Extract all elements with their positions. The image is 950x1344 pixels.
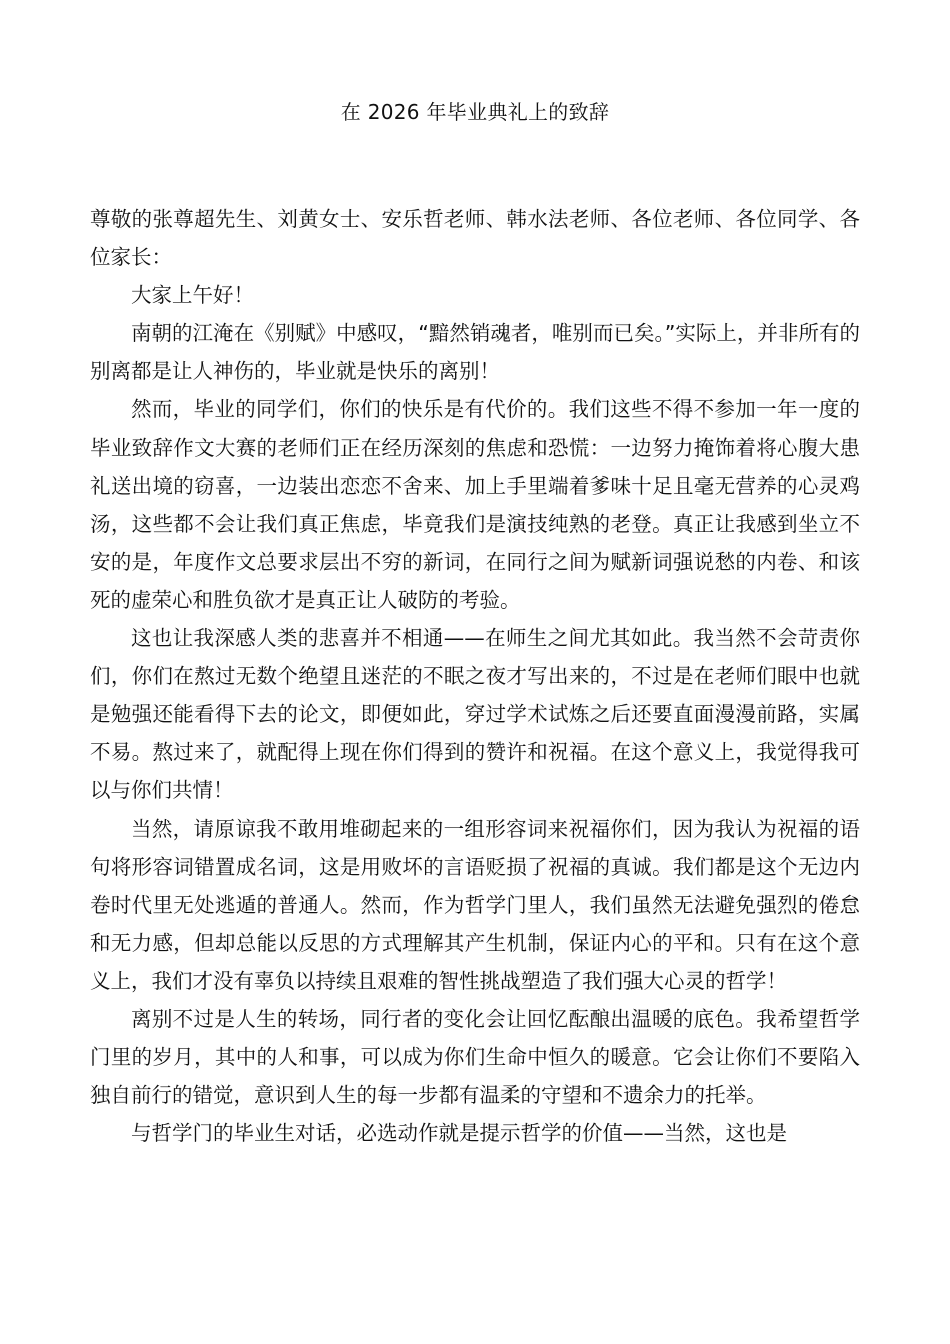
salutation: 尊敬的张尊超先生、刘黄女士、安乐哲老师、韩水法老师、各位老师、各位同学、各位家长： — [90, 207, 860, 270]
paragraph-greeting: 大家上午好！ — [131, 283, 254, 308]
paragraph-value: 与哲学门的毕业生对话，必选动作就是提示哲学的价值——当然，这也是 — [131, 1121, 787, 1146]
paragraph-empathy: 这也让我深感人类的悲喜并不相通——在师生之间尤其如此。我当然不会苛责你们，你们在熬过无数个绝望且迷茫的不眠之夜才写出来的，不过是在老师们眼中也就是勉强还能看得下去的论文，即便如此，穿过学术试炼之后还要直面漫漫前路，实属不易。熬过来了，就配得上现在你们得到的赞许和祝福。在这个意义上，我觉得我可以与你们共情！ — [90, 626, 860, 803]
paragraph-philosophy: 当然，请原谅我不敢用堆砌起来的一组形容词来祝福你们，因为我认为祝福的语句将形容词错置成名词，这是用败坏的言语贬损了祝福的真诚。我们都是这个无边内卷时代里无处逃遁的普通人。然而，作为哲学门里人，我们虽然无法避免强烈的倦怠和无力感，但却总能以反思的方式理解其产生机制，保证内心的平和。只有在这个意义上，我们才没有辜负以持续且艰难的智性挑战塑造了我们强大心灵的哲学！ — [90, 816, 860, 993]
document-body — [90, 200, 860, 1152]
paragraph-farewell: 离别不过是人生的转场，同行者的变化会让回忆酝酿出温暖的底色。我希望哲学门里的岁月，其中的人和事，可以成为你们生命中恒久的暖意。它会让你们不要陷入独自前行的错觉，意识到人生的每一步都有温柔的守望和不遗余力的托举。 — [90, 1006, 860, 1108]
document-title: 在 2026 年毕业典礼上的致辞 — [340, 100, 610, 124]
paragraph-anxiety: 然而，毕业的同学们，你们的快乐是有代价的。我们这些不得不参加一年一度的毕业致辞作文大赛的老师们正在经历深刻的焦虑和恐慌：一边努力掩饰着将心腹大患礼送出境的窃喜，一边装出恋恋不舍来、加上手里端着爹味十足且毫无营养的心灵鸡汤，这些都不会让我们真正焦虑，毕竟我们是演技纯熟的老登。真正让我感到坐立不安的是，年度作文总要求层出不穷的新词，在同行之间为赋新词强说愁的内卷、和该死的虚荣心和胜负欲才是真正让人破防的考验。 — [90, 397, 860, 612]
paragraph-quote: 南朝的江淹在《别赋》中感叹，“黯然销魂者，唯别而已矣。”实际上，并非所有的别离都是让人神伤的，毕业就是快乐的离别！ — [90, 321, 860, 384]
